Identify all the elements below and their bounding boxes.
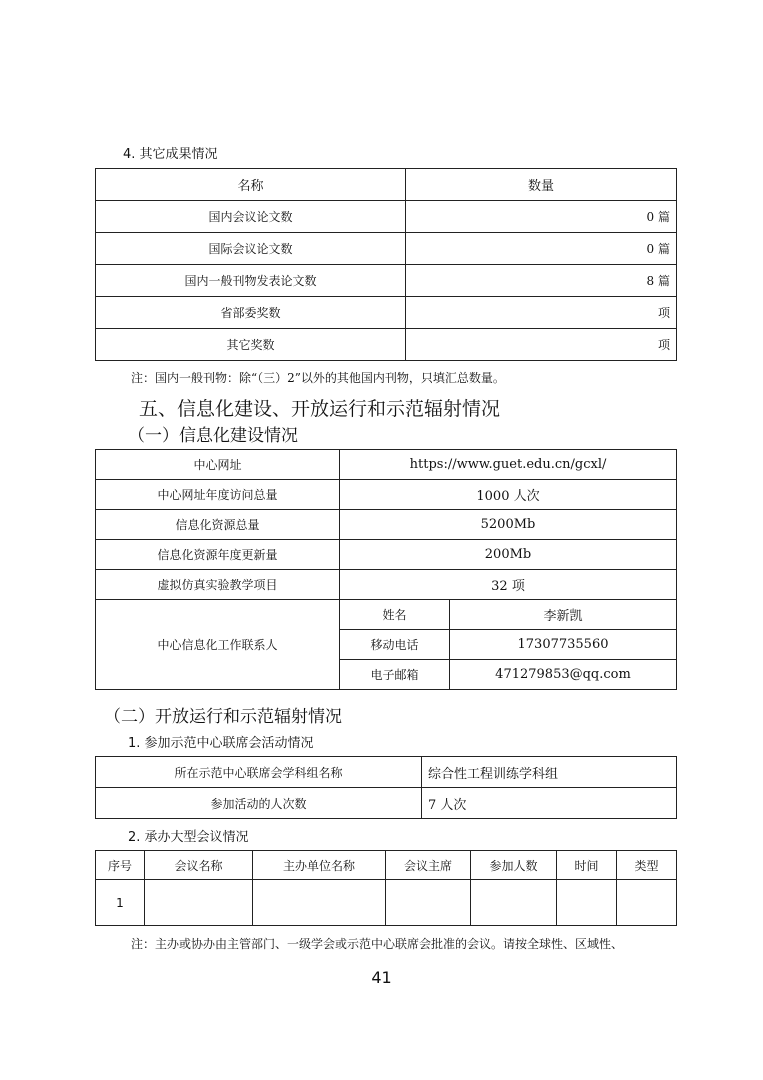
- count-label: 参加活动的人次数: [96, 788, 422, 819]
- header-quantity: 数量: [406, 169, 677, 201]
- table-row: [96, 329, 677, 361]
- email-value: 471279853@qq.com: [450, 660, 677, 690]
- section4-heading: 4. 其它成果情况: [123, 147, 218, 162]
- sub2-heading: 2. 承办大型会议情况: [128, 830, 249, 845]
- informatization-table: [95, 449, 677, 690]
- row-label: 国际会议论文数: [96, 233, 406, 265]
- cell-time: [557, 880, 617, 926]
- name-value: 李新凯: [450, 600, 677, 630]
- email-label: 电子邮箱: [340, 660, 450, 690]
- resource-total-label: 信息化资源总量: [96, 510, 340, 540]
- contact-label: 中心信息化工作联系人: [96, 600, 340, 690]
- row-value: 8 篇: [406, 265, 677, 297]
- row-label: 国内会议论文数: [96, 201, 406, 233]
- conference-table: [95, 850, 677, 926]
- virtual-label: 虚拟仿真实验教学项目: [96, 570, 340, 600]
- resource-update-value: 200Mb: [340, 540, 677, 570]
- table-row: [96, 233, 677, 265]
- header-time: 时间: [557, 851, 617, 880]
- name-label: 姓名: [340, 600, 450, 630]
- page-number: 41: [371, 968, 392, 987]
- resource-total-value: 5200Mb: [340, 510, 677, 540]
- website-value: https://www.guet.edu.cn/gcxl/: [340, 450, 677, 480]
- cell-index: 1: [96, 880, 145, 926]
- sub2-note: 注：主办或协办由主管部门、一级学会或示范中心联席会批准的会议。请按全球性、区域性、: [131, 937, 624, 951]
- cell-type: [617, 880, 677, 926]
- row-label: 省部委奖数: [96, 297, 406, 329]
- table-header-row: [96, 169, 677, 201]
- header-index: 序号: [96, 851, 145, 880]
- row-value: 0 篇: [406, 233, 677, 265]
- cell-meeting-name: [145, 880, 253, 926]
- count-value: 7 人次: [422, 788, 677, 819]
- header-meeting-name: 会议名称: [145, 851, 253, 880]
- other-achievements-table: [95, 168, 677, 361]
- header-attendees: 参加人数: [471, 851, 557, 880]
- header-organizer: 主办单位名称: [253, 851, 386, 880]
- phone-label: 移动电话: [340, 630, 450, 660]
- visits-label: 中心网址年度访问总量: [96, 480, 340, 510]
- table-row: [96, 265, 677, 297]
- table-row: [96, 201, 677, 233]
- chapter5-title: 五、信息化建设、开放运行和示范辐射情况: [139, 398, 501, 420]
- website-label: 中心网址: [96, 450, 340, 480]
- part2-title: （二）开放运行和示范辐射情况: [104, 707, 342, 727]
- header-type: 类型: [617, 851, 677, 880]
- cell-organizer: [253, 880, 386, 926]
- row-value: 项: [406, 329, 677, 361]
- table-row: [96, 880, 677, 926]
- row-value: 项: [406, 297, 677, 329]
- row-label: 国内一般刊物发表论文数: [96, 265, 406, 297]
- part1-title: （一）信息化建设情况: [128, 426, 298, 446]
- row-value: 0 篇: [406, 201, 677, 233]
- cell-chair: [386, 880, 471, 926]
- virtual-value: 32 项: [340, 570, 677, 600]
- group-label: 所在示范中心联席会学科组名称: [96, 757, 422, 788]
- header-chair: 会议主席: [386, 851, 471, 880]
- resource-update-label: 信息化资源年度更新量: [96, 540, 340, 570]
- header-name: 名称: [96, 169, 406, 201]
- section4-note: 注：国内一般刊物：除“（三）2”以外的其他国内刊物，只填汇总数量。: [131, 371, 505, 385]
- joint-meeting-table: [95, 756, 677, 819]
- sub1-heading: 1. 参加示范中心联席会活动情况: [128, 736, 314, 751]
- phone-value: 17307735560: [450, 630, 677, 660]
- cell-attendees: [471, 880, 557, 926]
- row-label: 其它奖数: [96, 329, 406, 361]
- visits-value: 1000 人次: [340, 480, 677, 510]
- group-value: 综合性工程训练学科组: [422, 757, 677, 788]
- table-row: [96, 297, 677, 329]
- table-header-row: [96, 851, 677, 880]
